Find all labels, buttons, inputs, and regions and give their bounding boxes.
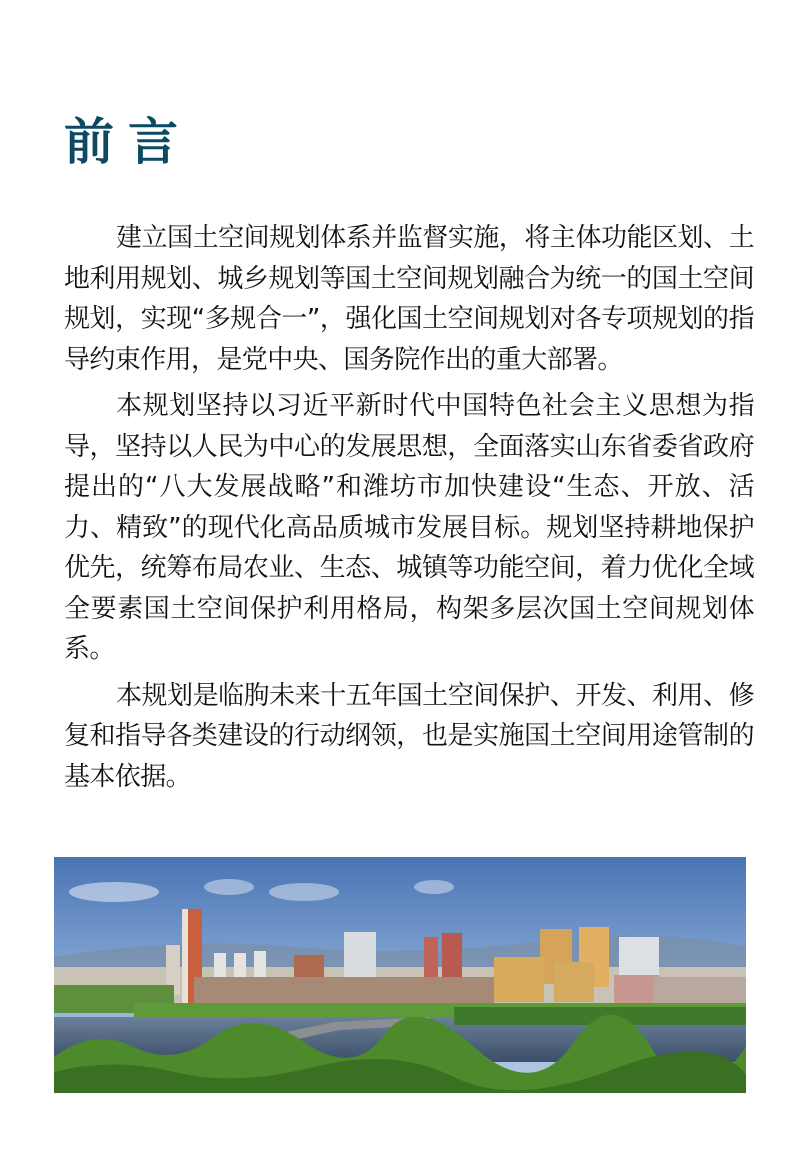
preface-body [64, 218, 754, 803]
paragraph-1: 建立国土空间规划体系并监督实施，将主体功能区划、土地利用规划、城乡规划等国土空间规划融合为统一的国土空间规划，实现“多规合一”，强化国土空间规划对各专项规划的指导约束作用，是党中央、国务院作出的重大部署。 [64, 223, 754, 375]
page-title: 前言 [64, 113, 192, 171]
paragraph-2: 本规划坚持以习近平新时代中国特色社会主义思想为指导，坚持以人民为中心的发展思想，全面落实山东省委省政府提出的“八大发展战略”和潍坊市加快建设“生态、开放、活力、精致”的现代化高品质城市发展目标。规划坚持耕地保护优先，统筹布局农业、生态、城镇等功能空间，着力优化全域全要素国土空间保护利用格局，构架多层次国土空间规划体系。 [64, 391, 754, 664]
paragraph-3: 本规划是临朐未来十五年国土空间保护、开发、利用、修复和指导各类建设的行动纲领，也是实施国土空间用途管制的基本依据。 [64, 680, 754, 792]
city-skyline-photo [54, 857, 746, 1093]
